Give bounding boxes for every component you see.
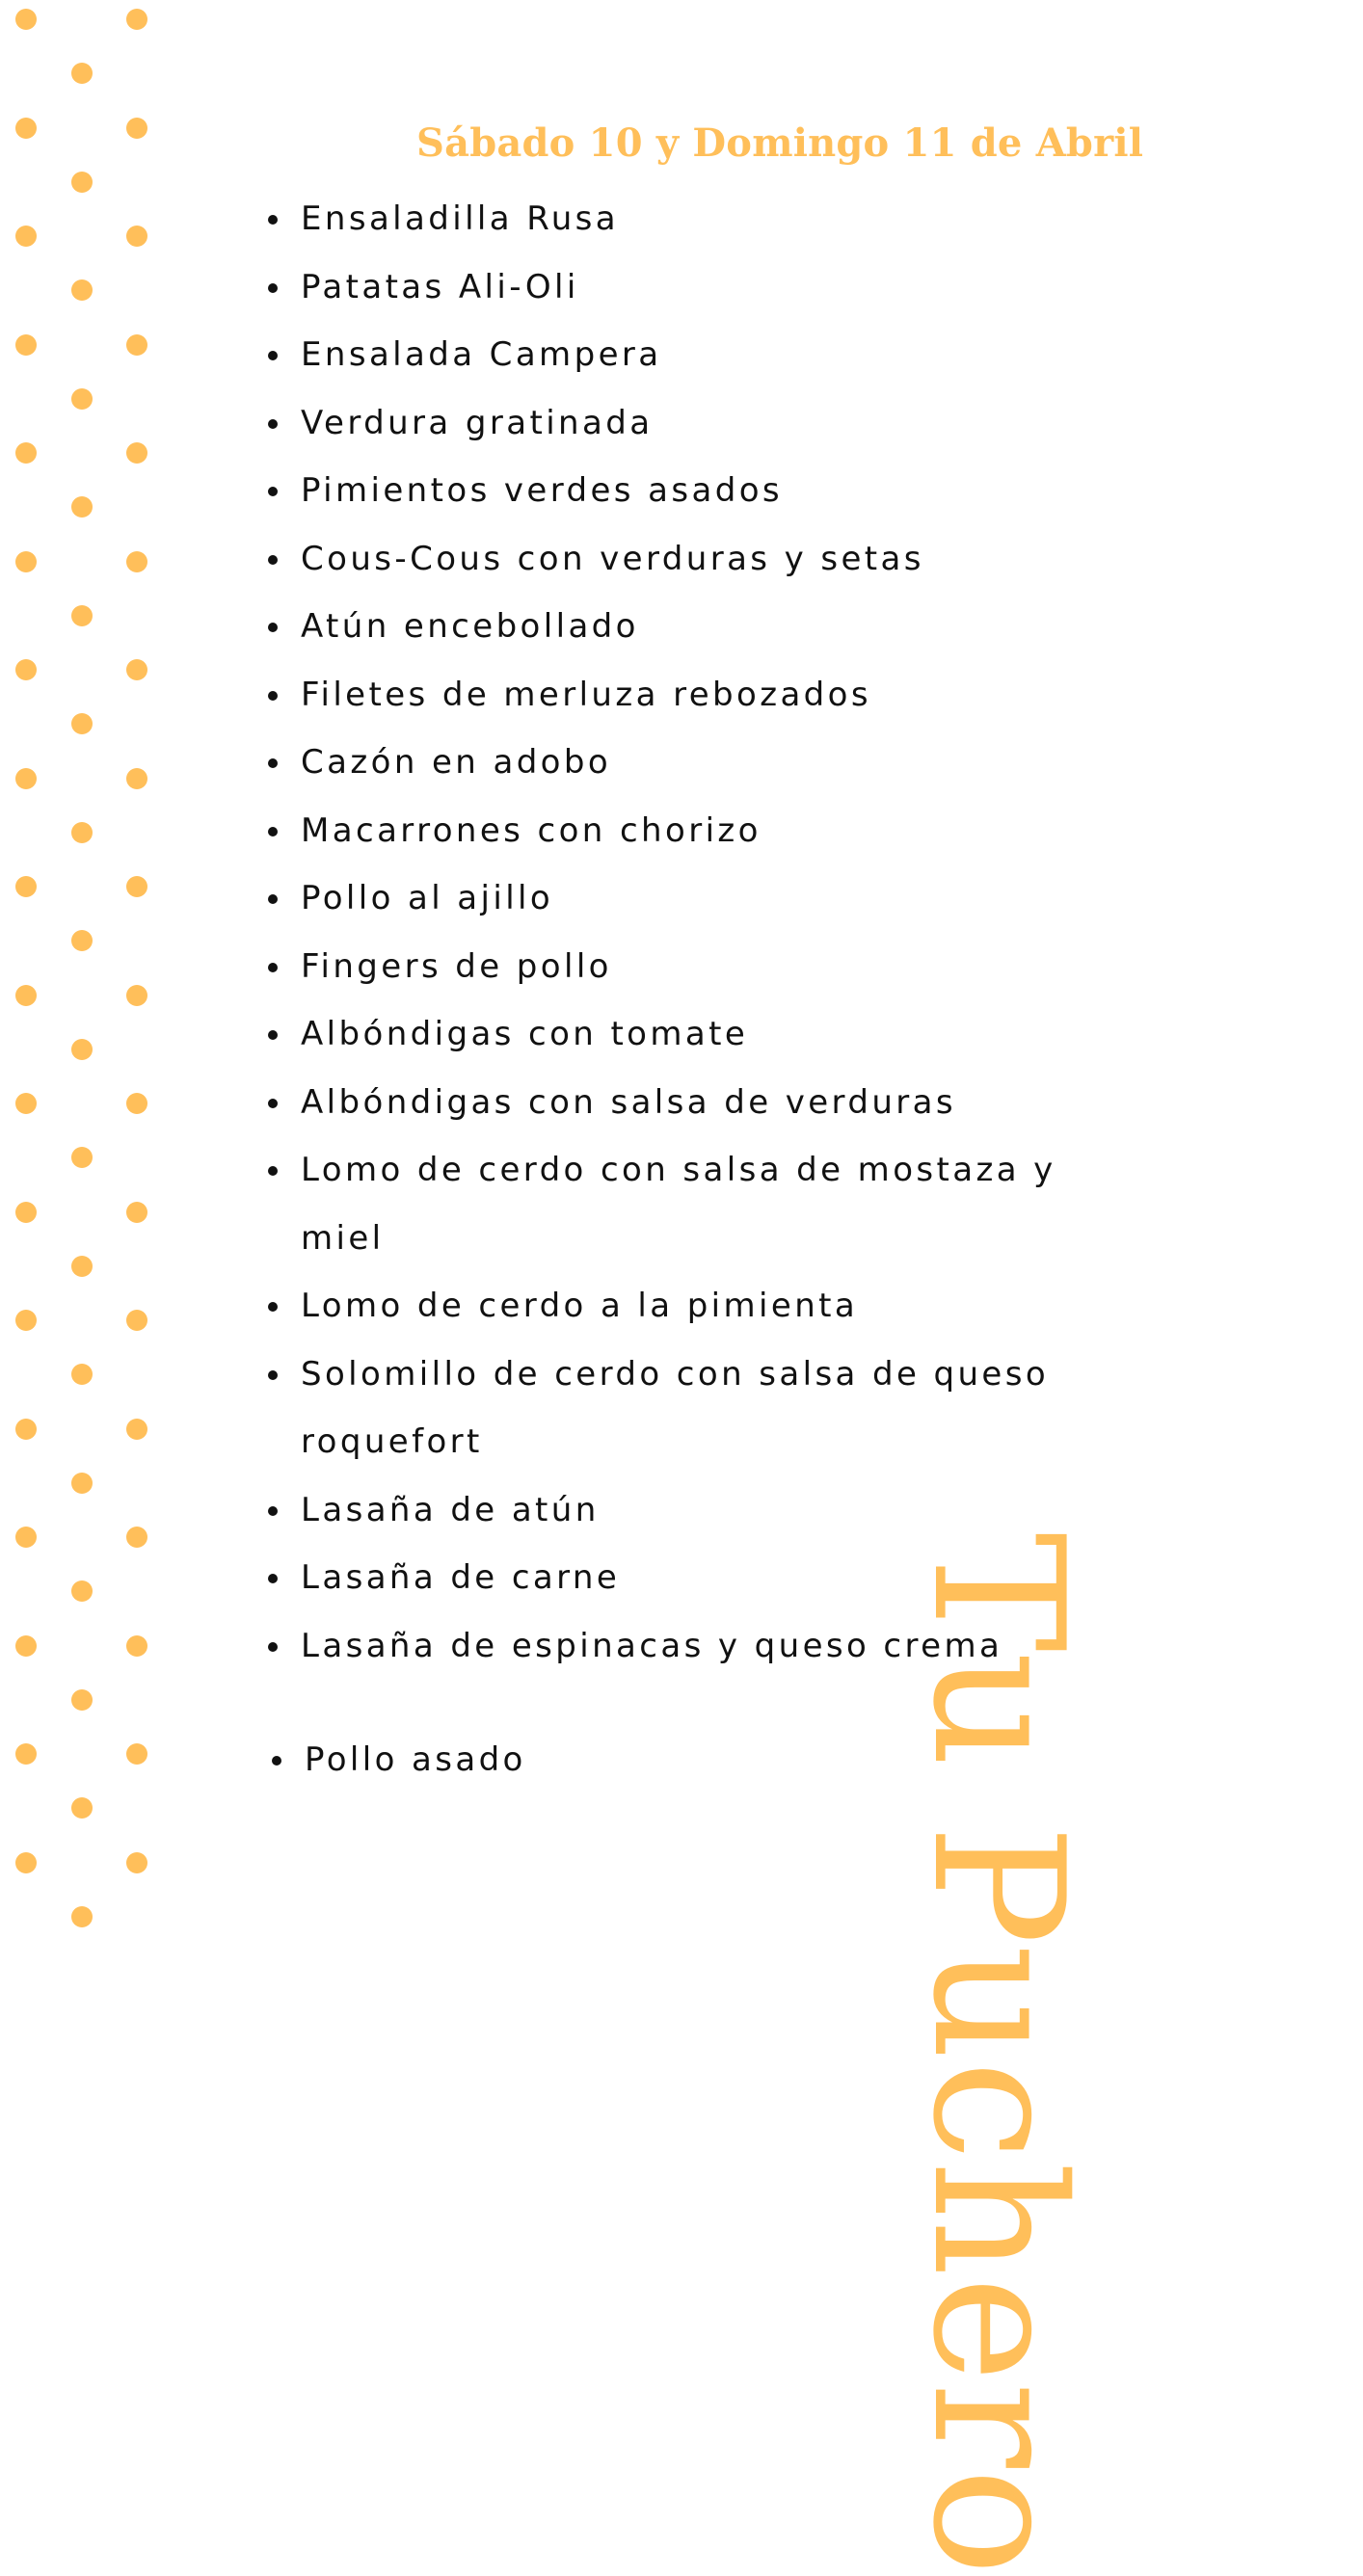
polka-dot <box>15 1743 37 1765</box>
menu-item: Cous-Cous con verduras y setas <box>301 525 1072 594</box>
polka-dot <box>15 551 37 572</box>
menu-item: Cazón en adobo <box>301 729 1072 797</box>
polka-dot <box>71 63 93 84</box>
polka-dot <box>71 930 93 951</box>
polka-dot <box>71 496 93 518</box>
menu-item: Patatas Ali-Oli <box>301 253 1072 322</box>
polka-dot <box>71 1364 93 1385</box>
polka-dot <box>15 1852 37 1873</box>
polka-dot <box>126 1635 147 1657</box>
menu-item: Pimientos verdes asados <box>301 457 1072 525</box>
polka-dot <box>126 1419 147 1440</box>
polka-dot <box>71 1580 93 1602</box>
menu-item: Lasaña de carne <box>301 1544 1072 1612</box>
polka-dot <box>126 768 147 789</box>
date-heading: Sábado 10 y Domingo 11 de Abril <box>416 120 1144 166</box>
polka-dot <box>126 659 147 680</box>
menu-item: Ensaladilla Rusa <box>301 185 1072 253</box>
polka-dot <box>126 118 147 139</box>
polka-dot <box>126 442 147 464</box>
polka-dot <box>126 1852 147 1873</box>
polka-dot <box>15 1635 37 1657</box>
polka-dot <box>15 1202 37 1223</box>
menu-item-continuation: miel <box>301 1218 385 1258</box>
polka-dot <box>15 768 37 789</box>
vertical-title: Tu Puchero <box>894 1532 1103 2576</box>
polka-dot <box>71 279 93 301</box>
polka-dot <box>126 1202 147 1223</box>
polka-dot <box>15 985 37 1006</box>
menu-item: Lomo de cerdo a la pimienta <box>301 1272 1072 1341</box>
polka-dot <box>71 1256 93 1277</box>
polka-dot <box>126 1743 147 1765</box>
menu-item-continuation: roquefort <box>301 1422 483 1461</box>
menu-item: Lomo de cerdo con salsa de mostaza y <box>301 1136 1072 1205</box>
polka-dot <box>71 605 93 626</box>
polka-dot <box>71 822 93 843</box>
polka-dot <box>126 1093 147 1114</box>
polka-dot <box>15 334 37 356</box>
polka-dot-border <box>0 0 193 1927</box>
menu-item: Ensalada Campera <box>301 321 1072 389</box>
polka-dot <box>126 985 147 1006</box>
menu-item: Filetes de merluza rebozados <box>301 661 1072 730</box>
polka-dot <box>15 1093 37 1114</box>
menu-item: Atún encebollado <box>301 593 1072 661</box>
menu-item: Fingers de pollo <box>301 933 1072 1001</box>
polka-dot <box>71 1689 93 1711</box>
polka-dot <box>71 1147 93 1168</box>
polka-dot <box>15 1310 37 1331</box>
polka-dot <box>126 551 147 572</box>
polka-dot <box>126 1310 147 1331</box>
polka-dot <box>71 1473 93 1494</box>
polka-dot <box>71 388 93 410</box>
polka-dot <box>71 1797 93 1819</box>
polka-dot <box>15 442 37 464</box>
menu-item: Lasaña de atún <box>301 1476 1072 1545</box>
polka-dot <box>15 659 37 680</box>
menu-item: Lasaña de espinacas y queso crema <box>301 1612 1072 1681</box>
polka-dot <box>126 334 147 356</box>
polka-dot <box>71 1039 93 1060</box>
polka-dot <box>15 9 37 30</box>
polka-dot <box>71 172 93 193</box>
polka-dot <box>15 1419 37 1440</box>
menu-item: Albóndigas con salsa de verduras <box>301 1069 1072 1137</box>
menu-item: Verdura gratinada <box>301 389 1072 458</box>
polka-dot <box>15 118 37 139</box>
menu-item: Solomillo de cerdo con salsa de queso <box>301 1341 1072 1409</box>
menu-item: Pollo asado <box>305 1726 1076 1794</box>
menu-item: Macarrones con chorizo <box>301 797 1072 865</box>
menu-item: Albóndigas con tomate <box>301 1000 1072 1069</box>
polka-dot <box>126 876 147 897</box>
polka-dot <box>71 1906 93 1927</box>
polka-dot <box>126 226 147 247</box>
polka-dot <box>15 1527 37 1548</box>
polka-dot <box>71 713 93 734</box>
polka-dot <box>15 226 37 247</box>
polka-dot <box>126 1527 147 1548</box>
menu-item: Pollo al ajillo <box>301 864 1072 933</box>
polka-dot <box>126 9 147 30</box>
polka-dot <box>15 876 37 897</box>
